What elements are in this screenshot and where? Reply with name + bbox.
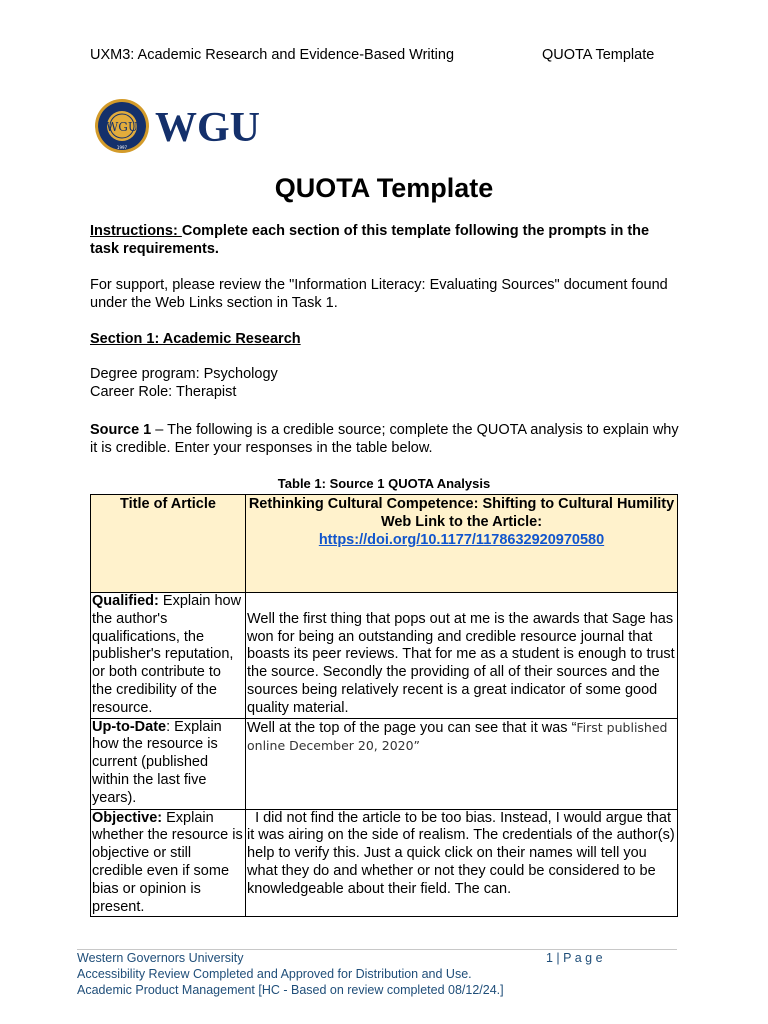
uptodate-response[interactable] bbox=[246, 718, 678, 809]
uptodate-response-quote: First published online December 20, 2020” bbox=[247, 719, 668, 754]
footer-accessibility: Accessibility Review Completed and Approved for Distribution and Use. bbox=[77, 967, 472, 981]
article-title: Rethinking Cultural Competence: Shifting to Cultural Humility bbox=[248, 496, 675, 512]
qualified-label: Qualified: bbox=[92, 593, 159, 609]
logo-wordmark: WGU bbox=[155, 105, 260, 151]
table-row bbox=[91, 593, 678, 719]
article-link[interactable]: https://doi.org/10.1177/1178632920970580 bbox=[318, 531, 605, 548]
svg-text:WGU: WGU bbox=[105, 120, 139, 134]
table-row bbox=[91, 718, 678, 809]
career-role: Career Role: Therapist bbox=[90, 384, 237, 400]
instructions bbox=[90, 222, 680, 258]
wgu-seal-icon bbox=[93, 97, 273, 155]
qualified-prompt: Explain how the author's qualifications, the publisher's reputation, or both contribute to the credibility of the resource. bbox=[92, 593, 242, 716]
quota-table bbox=[90, 494, 678, 917]
table-header-row bbox=[91, 495, 678, 593]
objective-prompt-cell bbox=[91, 809, 246, 917]
uptodate-prompt: : Explain how the resource is current (published within the last five years). bbox=[92, 718, 222, 806]
table-caption: Table 1: Source 1 QUOTA Analysis bbox=[277, 476, 491, 491]
instructions-label: Instructions: bbox=[90, 223, 182, 239]
footer-page-number: 1 | P a g e bbox=[546, 951, 603, 965]
footer-review: Academic Product Management [HC - Based on review completed 08/12/24.] bbox=[77, 983, 504, 997]
instructions-text: Complete each section of this template following the prompts in the task requirements. bbox=[90, 223, 650, 257]
objective-response[interactable]: I did not find the article to be too bias. Instead, I would argue that it was airing on the side of realism. The credentials of the author(s) help to verify this. Just a quick click on their names will tell you what they do and whether or not they could be considered to be knowledgeable about their field. The can. bbox=[246, 809, 678, 917]
svg-text:1997: 1997 bbox=[116, 145, 128, 150]
uptodate-response-text: Well at the top of the page you can see that it was “ bbox=[247, 719, 577, 736]
wgu-logo bbox=[93, 97, 273, 155]
source1-label: Source 1 bbox=[90, 422, 152, 438]
table-row bbox=[91, 809, 678, 917]
support-text: For support, please review the "Information Literacy: Evaluating Sources" document found under the Web Links section in Task 1. bbox=[90, 277, 668, 311]
source1-text: – The following is a credible source; complete the QUOTA analysis to explain why it is credible. Enter your responses in the table below. bbox=[90, 422, 679, 456]
source1-intro bbox=[90, 421, 680, 457]
page-title: QUOTA Template bbox=[274, 173, 494, 203]
header-doc-name: QUOTA Template bbox=[542, 47, 655, 63]
qualified-response[interactable]: Well the first thing that pops out at me is the awards that Sage has won for being an outstanding and credible resource journal that boasts its peer reviews. That for me as a student is enough to trust the source. Secondly the providing of all of their sources and the sources being relatively recent is a great indicator of some good quality material. bbox=[246, 593, 678, 719]
degree-program: Degree program: Psychology bbox=[90, 366, 278, 382]
uptodate-label: Up-to-Date bbox=[92, 718, 167, 735]
article-info-cell bbox=[246, 495, 678, 593]
section1-heading: Section 1: Academic Research bbox=[90, 331, 301, 347]
title-of-article-label: Title of Article bbox=[91, 495, 246, 593]
objective-prompt: Explain whether the resource is objective or still credible even if some bias or opinion is present. bbox=[92, 809, 243, 915]
footer-university: Western Governors University bbox=[77, 951, 244, 965]
uptodate-prompt-cell bbox=[91, 718, 246, 809]
objective-label: Objective: bbox=[92, 809, 163, 826]
web-link-label: Web Link to the Article: bbox=[380, 513, 543, 530]
qualified-prompt-cell bbox=[91, 593, 246, 719]
header-course: UXM3: Academic Research and Evidence-Based Writing bbox=[90, 47, 455, 63]
